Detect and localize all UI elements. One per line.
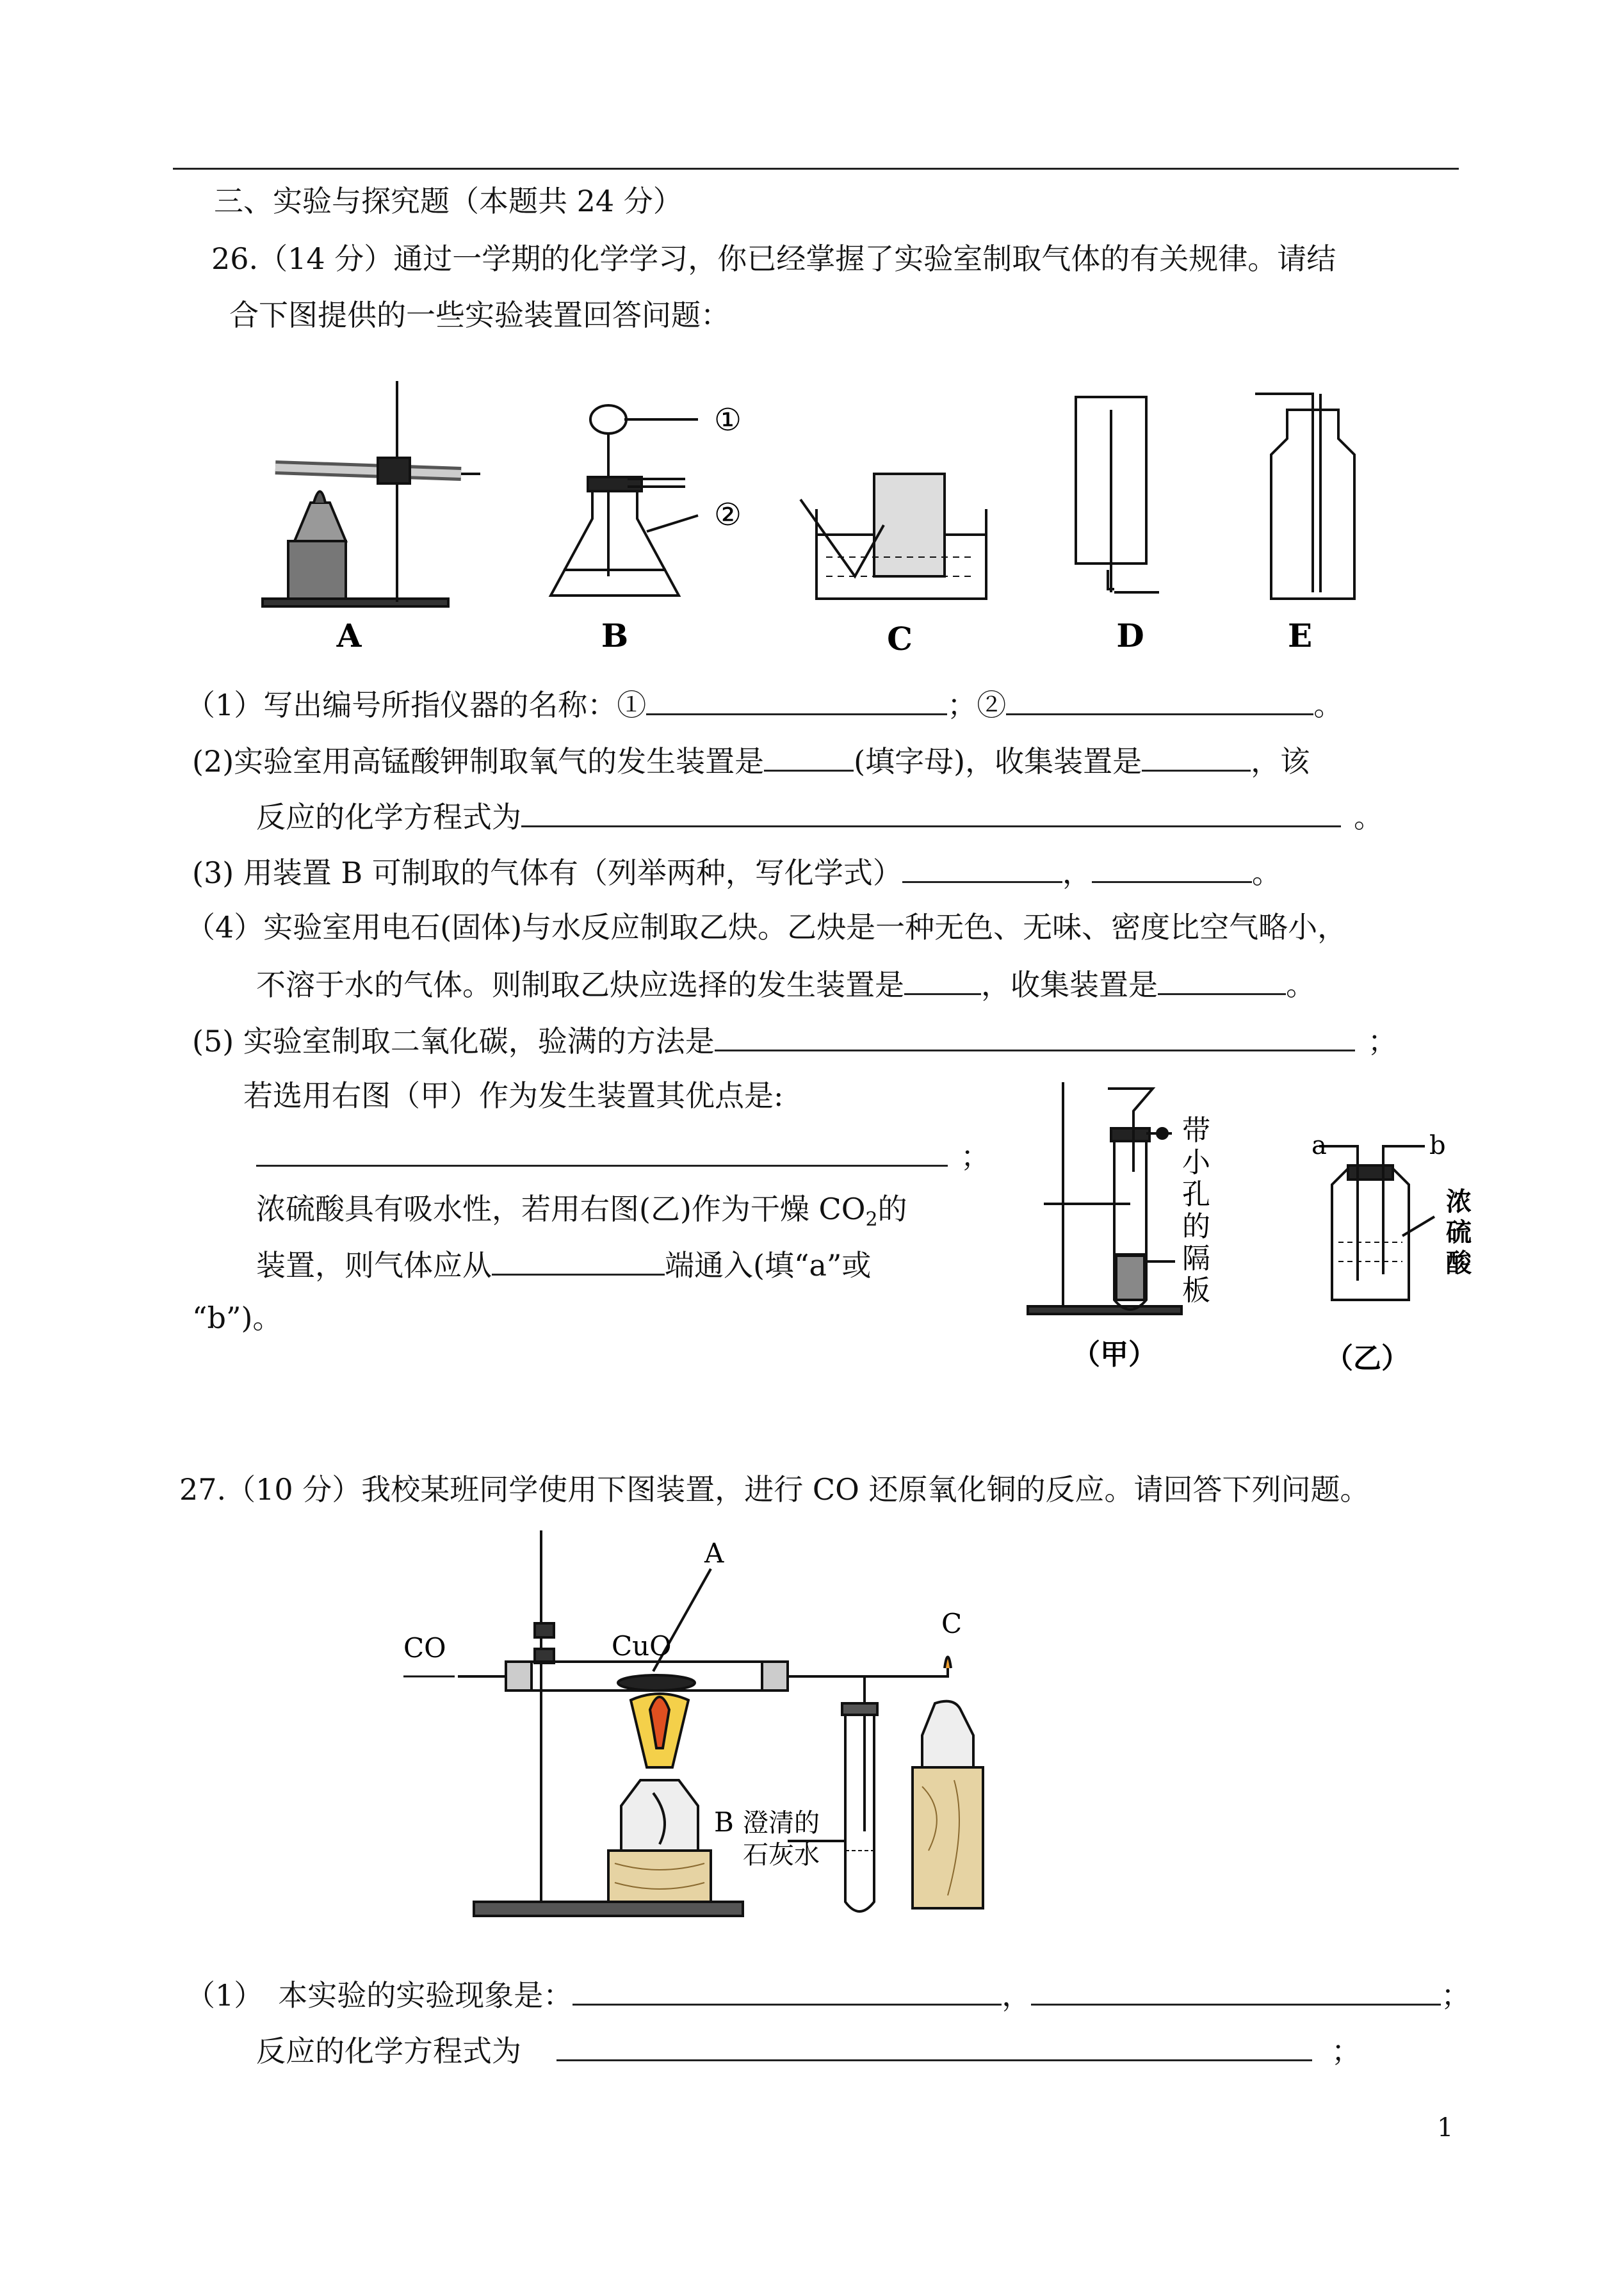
label-cuo: CuO [612, 1630, 672, 1662]
apparatus-label-c: C [887, 620, 913, 658]
q26-p5-text-e1: 浓硫酸具有吸水性，若用右图(乙)作为干燥 CO [256, 1192, 866, 1226]
header-rule [173, 168, 1459, 170]
q26-p3 [192, 853, 1281, 891]
q26-p1 [186, 685, 1343, 723]
jia-caption: （甲） [1072, 1338, 1157, 1371]
q26-p1-text-c: 。 [1313, 688, 1344, 722]
q26-p5-line5 [256, 1245, 871, 1283]
q26-p4-text-d: 。 [1286, 968, 1315, 1002]
label-limewater-1: 澄清的 [743, 1808, 820, 1838]
q26-p5-text-e2: 的 [877, 1192, 907, 1226]
apparatus-e [1255, 394, 1354, 599]
jia-char-6: 板 [1182, 1274, 1210, 1307]
page-number: 1 [1437, 2113, 1454, 2143]
q26-p5-blank-2[interactable] [256, 1137, 948, 1167]
q26-p5-line4 [256, 1191, 907, 1238]
q26-p2-blank-1[interactable] [764, 742, 854, 772]
section-title: 三、实验与探究题（本题共 24 分） [214, 184, 683, 218]
fig-jia [1018, 1076, 1236, 1383]
q26-intro-line2: 合下图提供的一些实验装置回答问题： [229, 298, 730, 332]
q26-p4-line2 [256, 965, 1315, 1003]
q27-p1-line1 [186, 1975, 1470, 2013]
q26-intro-line1: 26.（14 分）通过一学期的化学学习，你已经掌握了实验室制取气体的有关规律。请结 [211, 241, 1336, 276]
yi-char-3: 酸 [1446, 1248, 1472, 1278]
yi-caption: （乙） [1325, 1342, 1409, 1375]
marker-2: ② [714, 497, 742, 533]
apparatus-a [263, 381, 480, 606]
jia-char-3: 孔 [1182, 1178, 1210, 1211]
q26-p2-line1 [192, 742, 1310, 779]
q26-p2-text-b: (填字母)，收集装置是 [854, 744, 1142, 779]
q26-p4-blank-2[interactable] [1158, 965, 1286, 995]
q27-p1-blank-3[interactable] [556, 2031, 1312, 2061]
q26-p4-blank-1[interactable] [904, 965, 981, 995]
q26-p5-line2: 若选用右图（甲）作为发生装置其优点是: [243, 1078, 784, 1113]
label-co: CO [403, 1632, 446, 1664]
apparatus-b [551, 405, 698, 596]
label-b: B [714, 1806, 734, 1838]
marker-1: ① [714, 402, 742, 438]
q26-p2-text-c: ，该 [1251, 744, 1310, 779]
q26-p5-blank-1[interactable] [715, 1021, 1355, 1051]
q26-p4-text-c: ，收集装置是 [981, 968, 1158, 1002]
q27-p1-text-d: 反应的化学方程式为 [256, 2034, 521, 2068]
jia-char-5: 隔 [1182, 1242, 1210, 1275]
q27-p1-blank-1[interactable] [572, 1975, 1002, 2006]
q26-p3-text-b: ， [1062, 856, 1092, 890]
q26-p3-blank-2[interactable] [1092, 853, 1252, 883]
q26-p2-text-a: (2)实验室用高锰酸钾制取氧气的发生装置是 [192, 744, 765, 779]
jia-char-4: 的 [1182, 1210, 1210, 1243]
apparatus-label-b: B [601, 617, 629, 654]
q26-p5-text-f1: 装置，则气体应从 [256, 1248, 492, 1283]
yi-label-b: b [1429, 1133, 1446, 1160]
yi-char-1: 浓 [1446, 1187, 1472, 1217]
jia-char-1: 带 [1182, 1114, 1210, 1147]
q26-p2-blank-3[interactable] [521, 797, 1341, 827]
q26-p3-text-a: (3) 用装置 B 可制取的气体有（列举两种，写化学式） [192, 856, 902, 890]
fig-yi [1287, 1133, 1505, 1383]
q26-p2-text-d: 反应的化学方程式为 [256, 800, 521, 834]
q26-p2-text-e: 。 [1354, 800, 1383, 834]
q27-p1-text-c: ； [1441, 1978, 1471, 2013]
q26-p4-line1: （4）实验室用电石(固体)与水反应制取乙炔。乙炔是一种无色、无味、密度比空气略小， [186, 910, 1347, 945]
label-c: C [941, 1608, 962, 1639]
label-a: A [704, 1537, 724, 1569]
label-limewater-2: 石灰水 [743, 1840, 820, 1870]
q26-p2-blank-2[interactable] [1142, 742, 1251, 772]
q26-p4-text-b: 不溶于水的气体。则制取乙炔应选择的发生装置是 [256, 968, 904, 1002]
jia-char-2: 小 [1182, 1146, 1210, 1179]
apparatus-label-e: E [1287, 617, 1313, 654]
q26-p3-text-c: 。 [1251, 856, 1281, 890]
q26-p2-line2 [256, 797, 1383, 835]
q26-p5-line6: “b”)。 [192, 1301, 282, 1335]
q26-p1-blank-1[interactable] [646, 685, 947, 715]
q27-p1-blank-2[interactable] [1031, 1975, 1441, 2006]
q26-p5-text-d: ； [961, 1139, 990, 1174]
q26-p5-blank-3[interactable] [492, 1245, 665, 1276]
q26-p1-text-a: （1）写出编号所指仪器的名称：① [186, 688, 647, 722]
yi-char-2: 硫 [1446, 1217, 1472, 1247]
q26-p5-line3 [256, 1137, 990, 1174]
q26-apparatus-figure [250, 371, 1364, 666]
q26-p1-text-b: ；② [947, 688, 1007, 722]
yi-label-a: a [1311, 1133, 1327, 1160]
q27-p1-text-e: ； [1331, 2034, 1361, 2068]
apparatus-c [800, 474, 986, 599]
q26-p5-text-f2: 端通入(填“a”或 [665, 1248, 872, 1283]
q26-p5-text-b: ； [1367, 1024, 1397, 1058]
q27-p1-text-b: ， [1002, 1978, 1032, 2013]
apparatus-d [1076, 397, 1159, 592]
q27-p1-line2 [256, 2031, 1361, 2069]
q27-p1-text-a: （1） 本实验的实验现象是： [186, 1978, 573, 2013]
q27-apparatus-figure [403, 1518, 1037, 1940]
q26-p5-sub: 2 [865, 1208, 878, 1231]
q27-intro: 27.（10 分）我校某班同学使用下图装置，进行 CO 还原氧化铜的反应。请回答下列问题。 [179, 1472, 1370, 1507]
apparatus-label-a: A [336, 617, 362, 654]
q26-p3-blank-1[interactable] [902, 853, 1062, 883]
q26-p5-line1 [192, 1021, 1397, 1059]
q26-p5-text-a: (5) 实验室制取二氧化碳，验满的方法是 [192, 1024, 715, 1058]
q26-p1-blank-2[interactable] [1006, 685, 1313, 715]
apparatus-label-d: D [1116, 617, 1144, 654]
